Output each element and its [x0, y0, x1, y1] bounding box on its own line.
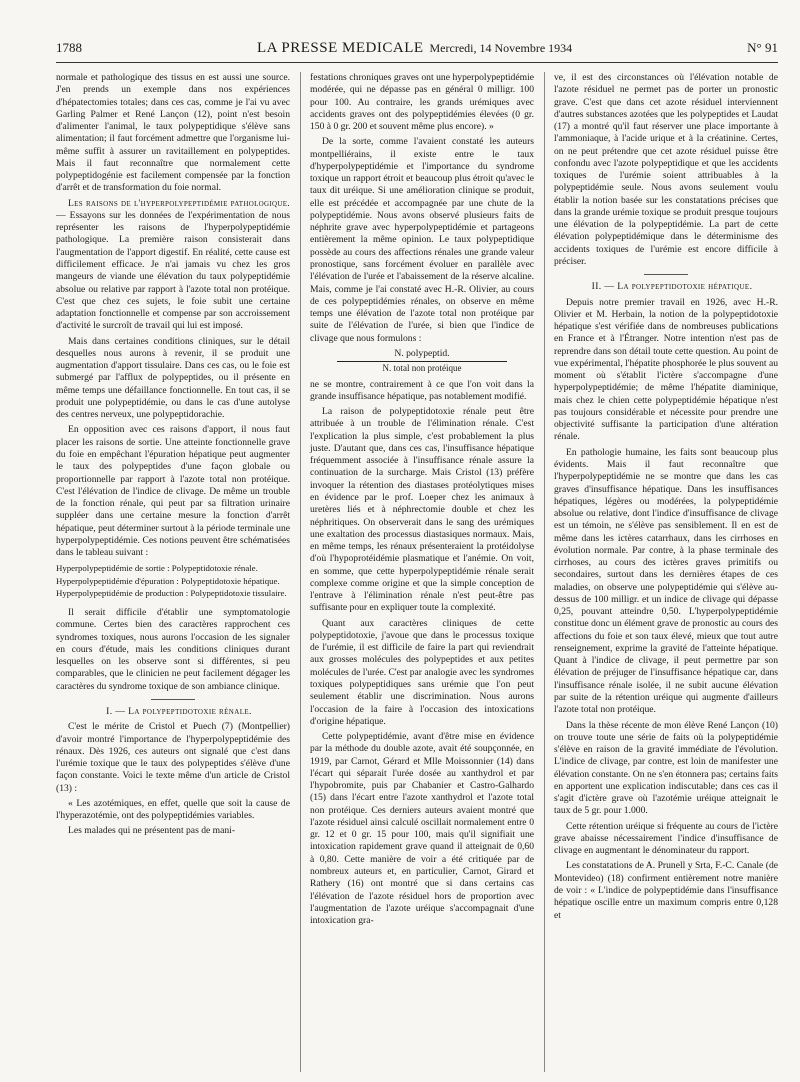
column-middle: [300, 72, 534, 1072]
paragraph: En pathologie humaine, les faits sont beaucoup plus évidents. Mais il faut reconnaître que l'hyperpolypeptidémie ne se montre que dans les cas graves d'insuffisance hépatique. Dans les insuffisances hépatiques, légères ou modérées, la polypeptidémie absolue ou relative, dont l'indice d'insuffisance de clivage est un témoin, ne s'élève pas sensiblement. Il en est de même dans les ictères catarrhaux, dans les cirrhoses en évolution normale. Par contre, à la phase terminale des cirrhoses, au cours des ictères graves primitifs ou secondaires, surtout dans les dernières étapes de ces maladies, on observe une polypeptidémie qui s'élève au-dessus de 100 milligr. et un indice de clivage qui dépasse 0,25, pouvant atteindre 0,50. L'hyperpolypeptidémie constitue donc un élément grave de pronostic au cours des affections du foie et son taux élevé, mieux que tout autre renseignement, exprime la gravité de l'atteinte hépatique. Quant à l'indice de clivage, il peut permettre par son élévation de préjuger de l'insuffisance hépatique car, dans l'insuffisance rénale isolée, il ne subit aucune élévation par suite de la rétention uréique qui augmente d'ailleurs l'azote total non protéique.: [554, 446, 778, 716]
issue-number: N° 91: [747, 40, 778, 55]
article-columns: [56, 72, 778, 1072]
formula-denominator: N. total non protéique: [382, 363, 462, 374]
page-header: [56, 40, 778, 63]
paragraph: [56, 198, 290, 333]
table-entry: Hyperpolypeptidémie de sortie : Polypeptidotoxie rénale.: [56, 563, 258, 574]
formula-numerator: N. polypeptid.: [337, 348, 507, 362]
paragraph: Les constatations de A. Prunell y Srta, F.-C. Canale (de Montevideo) (18) confirment entièrement notre manière de voir : « L'indice de polypeptidémie dans l'insuffisance hépatique oscille entre un maximum compris entre 0,128 et: [554, 860, 778, 921]
classification-table: [56, 563, 290, 599]
journal-title: LA PRESSE MEDICALE: [257, 40, 424, 56]
cleavage-index-formula: [337, 348, 507, 375]
issue-date: Mercredi, 14 Novembre 1934: [429, 41, 573, 55]
page-number: 1788: [56, 40, 82, 55]
paragraph: De la sorte, comme l'avaient constaté les auteurs montpelliérains, il existe entre le taux d'hyperpolypeptidémie et l'importance du syndrome toxique un rapport étroit et beaucoup plus étroit qu'avec le taux dit uréique. Si une amélioration clinique se produit, elle est précédée et accompagnée par une chute de la polypeptidémie. Nous avons observé plusieurs faits de néphrite grave avec hyperpolypeptidémie et partageons entièrement la même opinion. Le taux polypeptidique possède au cours des affections rénales une grande valeur pronostique, sans forcément évoluer en parallèle avec l'élévation de l'urée et l'abaissement de la réserve alcaline. Mais, comme je l'ai constaté avec H.-R. Olivier, au cours de ces polypeptidémies rénales, on observe en même temps une élévation de l'azote total non protéique par suite de l'élévation de l'urée, si bien que l'indice de clivage que nous formulons :: [310, 136, 534, 344]
table-entry: Hyperpolypeptidémie d'épuration : Polypeptidotoxie hépatique.: [56, 575, 280, 586]
section-heading: I. — La polypeptidotoxie rénale.: [106, 705, 252, 717]
run-in-heading: Les raisons de l'hyperpolypeptidémie pathologique.: [68, 197, 290, 209]
paragraph: Cette rétention uréique si fréquente au cours de l'ictère grave abaisse nécessairement l'indice d'insuffisance de clivage en augmentant le dénominateur du rapport.: [554, 820, 778, 857]
paragraph: Depuis notre premier travail en 1926, avec H.-R. Olivier et M. Herbain, la notion de la polypeptidotoxie hépatique s'est vérifiée dans de nombreuses publications en France et à l'Étranger. Notre intention n'est pas de reprendre dans son détail toute cette question. Au point de vue expérimental, l'hépatite phosphorée le plus souvent au moment où s'établit l'ictère s'accompagne d'une hyperpolypeptidémie; de même l'hépatite diaminique, mais chez le chien cette polypeptidémie hépatique n'est pas toujours considérable et nécessite pour prendre une objectivité suffisante la participation d'une altération rénale.: [554, 296, 778, 443]
paragraph: C'est le mérite de Cristol et Puech (7) (Montpellier) d'avoir montré l'importance de l'hyperpolypeptidémie des rénaux. Dès 1926, ces auteurs ont signalé que c'est dans l'urémie toxique que le taux des polypeptides s'élève d'une façon constante. Voici le texte même d'un article de Cristol (13) :: [56, 721, 290, 794]
paragraph: La raison de polypeptidotoxie rénale peut être attribuée à un trouble de l'élimination rénale. C'est l'explication la plus simple, c'est probablement la plus juste. D'autant que, dans ces cas, l'insuffisance hépatique fréquemment associée à l'insuffisance rénale assure la continuation de la surcharge. Mais Cristol (13) préfère invoquer la rétention des diastases protéolytiques mises en évidence par le prof. Loeper chez les animaux à uretères liés et à néphrectomie double et chez les néphritiques. On observerait dans le sang des urémiques une exaltation des processus diastasiques normaux. Mais, en même temps, les rénaux présenteraient la protéidolyse d'où l'hypoprotéidémie plasmatique et l'anémie. On voit, en somme, que cette hyperpolypeptidémie rénale serait complexe comme origine et que la simple conception de l'entrave à l'élimination rénale n'est peut-être pas suffisante pour en expliquer toute la complexité.: [310, 406, 534, 614]
quotation: « Les azotémiques, en effet, quelle que soit la cause de l'hyperazotémie, ont des polypeptidémies variables.: [56, 797, 290, 822]
table-entry: Hyperpolypeptidémie de production : Polypeptidotoxie tissulaire.: [56, 587, 287, 598]
quotation: Les malades qui ne présentent pas de mani-: [68, 825, 236, 837]
divider: [644, 274, 688, 275]
paragraph: Quant aux caractères cliniques de cette polypeptidotoxie, j'avoue que dans le processus toxique de l'urémie, il est difficile de faire la part qui reviendrait aux grosses molécules des polypeptides et aux petites molécules de l'urée. C'est par analogie avec les syndromes toxiques polypeptidiques sans urémie que l'on peut seulement établir une discrimination. Nous aurons l'occasion de la faire à l'occasion des intoxications d'origine hépatique.: [310, 617, 534, 727]
column-right: [544, 72, 778, 1072]
paragraph: Il serait difficile d'établir une symptomatologie commune. Certes bien des caractères rapprochent ces syndromes toxiques, nous aurons l'occasion de les signaler en cours d'étude, mais les conditions cliniques durant lesquelles on les observe sont si différentes, si peu comparables, que le clinicien ne peut facilement dégager les caractères du syndrome toxique de son ambiance clinique.: [56, 607, 290, 692]
paragraph: Mais dans certaines conditions cliniques, sur le détail desquelles nous aurons à revenir, il se produit une augmentation d'apport tissulaire. Dans ces cas, ou le foie est submergé par l'afflux de polypeptides, ou il présente en même temps une défaillance fonctionnelle. En tout cas, il se produit une polypeptidémie, ou dans le cas d'une autolyse des centres nerveux, une polypeptidorachie.: [56, 335, 290, 421]
section-heading: II. — La polypeptidotoxie hépatique.: [591, 281, 753, 293]
running-head: [257, 40, 572, 57]
paragraph: festations chroniques graves ont une hyperpolypeptidémie modérée, qui ne dépasse pas en général 0 milligr. 100 pour 100. Au contraire, les grands urémiques avec accidents graves ont des polypeptidémies élevées (0 gr. 150 à 0 gr. 200 et souvent même plus encore). »: [310, 72, 534, 133]
paragraph: Cette polypeptidémie, avant d'être mise en évidence par la méthode du double azote, avait été soupçonnée, en 1919, par Carnot, Gérard et Mlle Moissonnier (14) dans l'écart qui séparait l'urée dosée au xanthydrol et par l'hypobromite, puis par Chabanier et Castro-Galhardo (15) dans l'écart entre l'azote xanthydrol et l'azote total non protéique. Ces derniers auteurs avaient montré que l'azote résiduel ainsi calculé oscillait normalement entre 0 gr. 12 et 0 gr. 15 pour 100, mais qu'il signifiait une intoxication rapidement grave quand il atteignait de 0,60 à 0,80. Cette manière de voir a été critiquée par de nombreux auteurs et, en particulier, Carnot, Girard et Rathery (16) ont montré que si dans certains cas l'élévation de l'azote résiduel hors de proportion avec l'augmentation de l'azote uréique s'accompagnait d'une intoxication gra-: [310, 731, 534, 927]
paragraph: Dans la thèse récente de mon élève René Lançon (10) on trouve toute une série de faits où la polypeptidémie s'élève en raison de la gravité immédiate de l'évolution. L'indice de clivage, par contre, est loin de manifester une élévation constante. On ne s'en étonnera pas; certains faits en apportent une explication indiscutable; dans ces cas il s'agit d'ictère grave où l'azotémie uréique atteignait le taux de 5 gr. pour 1.000.: [554, 719, 778, 817]
paragraph: En opposition avec ces raisons d'apport, il nous faut placer les raisons de sortie. Une atteinte fonctionnelle grave du foie en empêchant l'épuration hépatique peut augmenter le taux des polypeptides d'une façon globale ou proportionnelle par rapport à l'azote total non protéique. C'est l'élévation de l'indice de clivage. De même un trouble de la fonction rénale, qui peut par sa filtration urinaire suppléer dans une certaine mesure la fonction d'arrêt hépatique, peut déterminer surtout à la période terminale une hyperpolypeptidémie. Ces notions peuvent être schématisées dans le tableau suivant :: [56, 424, 290, 559]
paragraph-text: — Essayons sur les données de l'expérimentation de nous représenter les raisons de l'hyperpolypeptidémie pathologique. La première raison consisterait dans l'augmentation de l'apport digestif. En réalité, cette cause est difficilement efficace. Je n'ai jamais vu chez les gros mangeurs de viande une élévation du taux polypeptidémie absolue ou relative par rapport à l'azote total non protéique. C'est que chez ces sujets, le foie subit une certaine adaptation fonctionnelle et compense par son accroissement d'activité le surcroît de travail qui lui est imposé.: [56, 209, 290, 332]
column-left: [56, 72, 290, 1072]
paragraph: normale et pathologique des tissus en est aussi une source. J'en prends un exemple dans nos expériences d'hépatectomies totales; dans ces cas, comme je l'ai vu avec Garling Palmer et René Lançon (12), point n'est besoin d'alimenter l'animal, le taux polypeptidique s'élève sans alimentation; il faut forcément admettre que l'organisme lui-même suffit à assurer un ravitaillement en polypeptides. Mais il faut reconnaître que normalement cette polypeptidogénie est facilement compensée par la fonction d'arrêt et de transformation du foie normal.: [56, 72, 290, 194]
paragraph: ne se montre, contrairement à ce que l'on voit dans la grande insuffisance hépatique, pas notablement modifié.: [310, 378, 534, 402]
divider: [151, 699, 195, 700]
paragraph: ve, il est des circonstances où l'élévation notable de l'azote résiduel ne permet pas de porter un pronostic grave. C'est que dans cet azote résiduel interviennent d'autres substances azotées que les polypeptides et Laudat (17) a montré qu'il faut réserver une place importante à l'ammoniaque, à l'acide urique et à la créatinine. Certes, on ne peut prétendre que cet azote résiduel puisse être confondu avec l'azote polypeptidique et que les accidents toxiques de l'urémie soient attribuables à la polypeptidémie seule. Nous avons seulement voulu établir la notion basée sur les constatations précises que dans la grande urémie toxique se produit presque toujours une élévation de la polypeptidémie. La part de cette élévation polypeptidémique dans le déterminisme des accidents toxiques de l'urémie est encore difficile à préciser.: [554, 72, 778, 267]
